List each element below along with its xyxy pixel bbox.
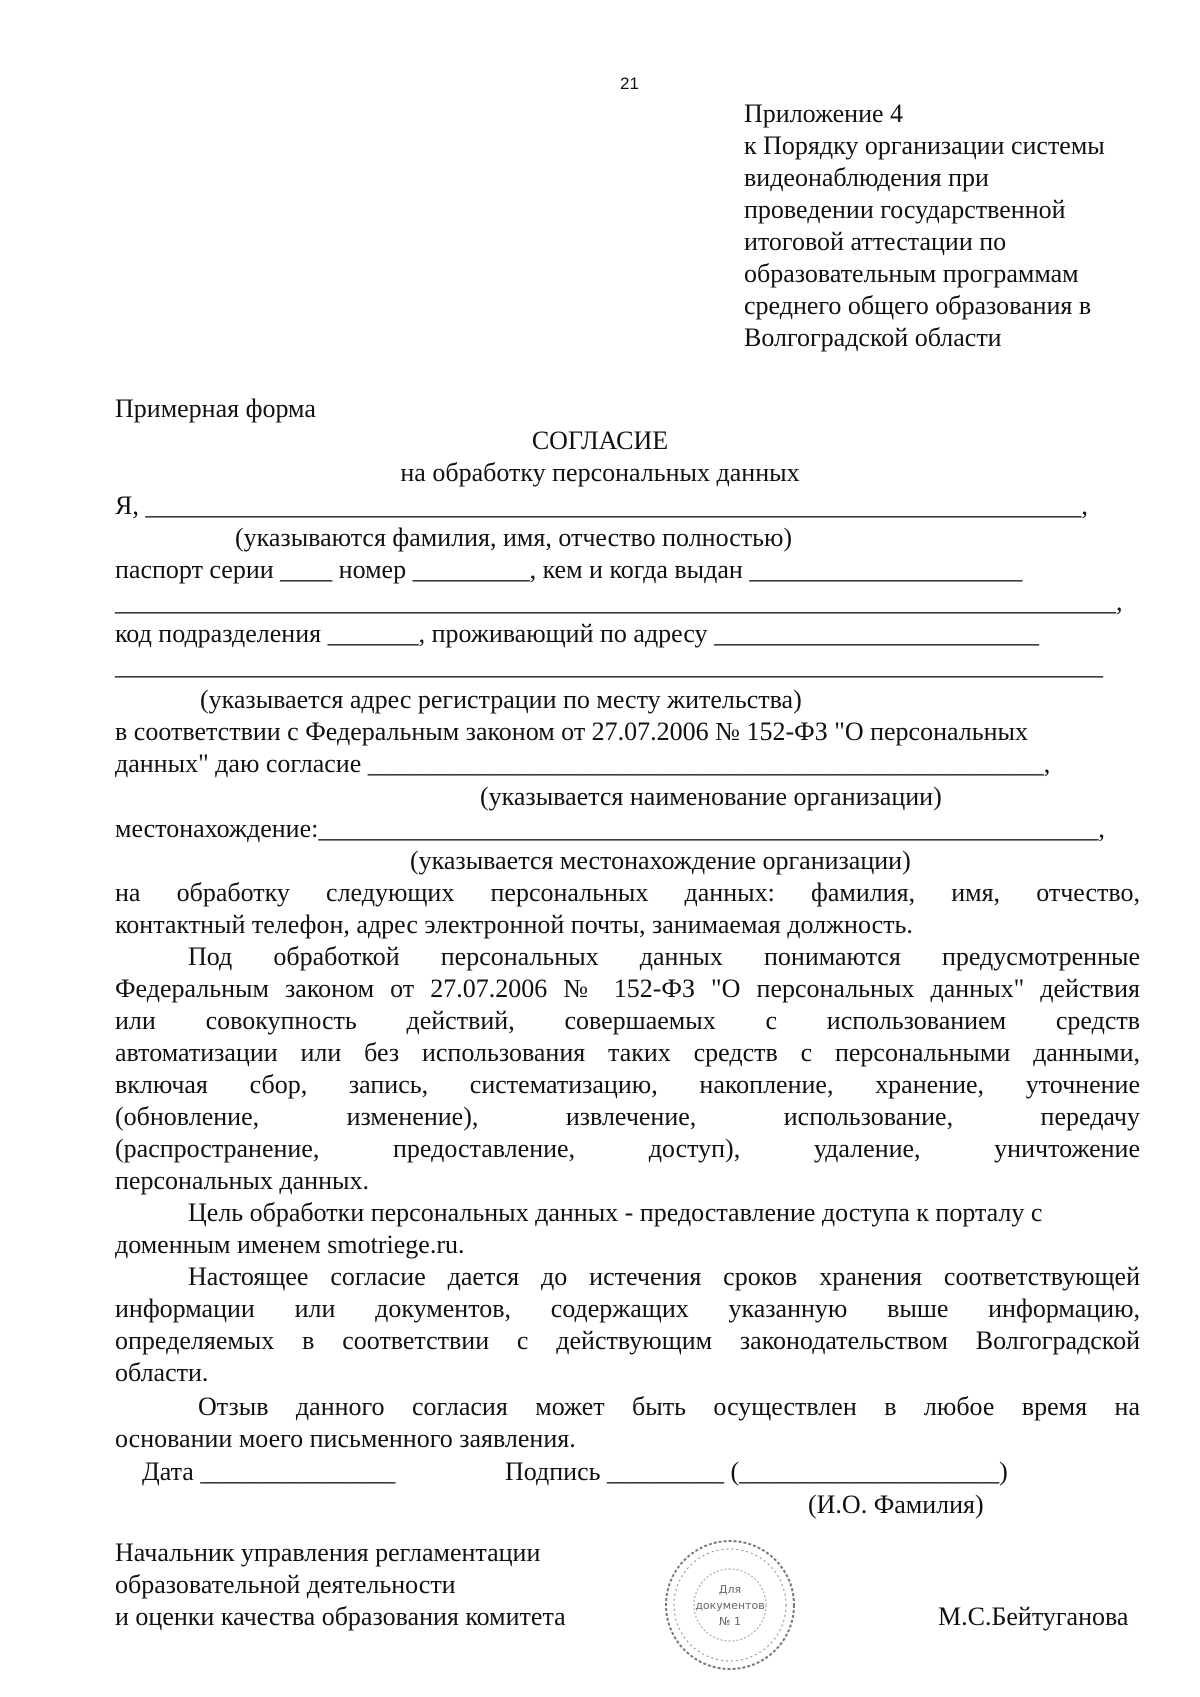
field-full-name: Я, ________________________________________________________________________, (115, 491, 1088, 520)
hint-organization: (указывается наименование организации) (480, 782, 942, 811)
paragraph-line: (распространение, предоставление, доступ), удаление, уничтожение (115, 1134, 1140, 1163)
appendix-line: к Порядку организации системы (744, 131, 1105, 160)
appendix-block (744, 98, 1184, 354)
paragraph-line: на обработку следующих персональных данных: фамилия, имя, отчество, (115, 878, 1140, 907)
appendix-line: проведении государственной (744, 195, 1066, 224)
field-organization: данных" даю согласие ____________________________________________________, (115, 749, 1051, 778)
paragraph-line: Отзыв данного согласия может быть осуществлен в любое время на (198, 1392, 1140, 1421)
position-line: и оценки качества образования комитета (115, 1602, 566, 1631)
paragraph-line: определяемых в соответствии с действующим законодательством Волгоградской (115, 1326, 1140, 1355)
position-line: Начальник управления регламентации (115, 1538, 541, 1567)
document-subtitle: на обработку персональных данных (400, 458, 800, 487)
paragraph-line: персональных данных. (115, 1166, 369, 1195)
paragraph-line: (обновление, изменение), извлечение, использование, передачу (115, 1102, 1140, 1131)
paragraph-line: контактный телефон, адрес электронной почты, занимаемая должность. (115, 910, 913, 939)
appendix-line: Волгоградской области (744, 323, 1002, 352)
date-field: Дата _______________ (142, 1457, 396, 1486)
page-number: 21 (620, 74, 639, 93)
stamp-text: № 1 (719, 1615, 741, 1628)
paragraph-line: Цель обработки персональных данных - предоставление доступа к порталу с (188, 1198, 1043, 1227)
paragraph-line: Настоящее согласие дается до истечения сроков хранения соответствующей (188, 1262, 1140, 1291)
signature-hint: (И.О. Фамилия) (808, 1490, 984, 1519)
signature-field: Подпись _________ (____________________) (505, 1457, 1008, 1486)
hint-address: (указывается адрес регистрации по месту жительства) (200, 685, 802, 714)
stamp-seal-icon (660, 1535, 800, 1675)
document-title: СОГЛАСИЕ (531, 426, 669, 455)
stamp-text: Для (718, 1583, 742, 1596)
field-location: местонахождение:____________________________________________________________, (115, 814, 1105, 843)
field-passport: паспорт серии ____ номер _________, кем и когда выдан _____________________ (115, 555, 1023, 584)
appendix-line: образовательным программам (744, 259, 1079, 288)
field-passport-continued: _____________________________________________________________________________, (115, 587, 1123, 616)
paragraph-line: или совокупность действий, совершаемых с использованием средств (115, 1006, 1140, 1035)
appendix-line: итоговой аттестации по (744, 227, 1007, 256)
appendix-line: среднего общего образования в (744, 291, 1092, 320)
paragraph-line: области. (115, 1358, 209, 1387)
paragraph-line: включая сбор, запись, систематизацию, накопление, хранение, уточнение (115, 1070, 1140, 1099)
hint-full-name: (указываются фамилия, имя, отчество полностью) (235, 523, 793, 552)
stamp-text: документов (695, 1599, 765, 1612)
appendix-line: Приложение 4 (744, 99, 904, 128)
field-address-continued: ____________________________________________________________________________ (115, 651, 1103, 680)
paragraph-line: автоматизации или без использования таких средств с персональными данными, (115, 1038, 1140, 1067)
paragraph-line: Под обработкой персональных данных понимаются предусмотренные (188, 942, 1140, 971)
signatory-name: М.С.Бейтуганова (938, 1602, 1129, 1631)
form-label: Примерная форма (115, 394, 316, 423)
paragraph-line: доменным именем smotriege.ru. (115, 1230, 465, 1259)
law-reference: в соответствии с Федеральным законом от 27.07.2006 № 152-ФЗ "О персональных (115, 717, 1028, 746)
paragraph-line: основании моего письменного заявления. (115, 1424, 576, 1453)
hint-location: (указывается местонахождение организации) (410, 846, 911, 875)
paragraph-line: Федеральным законом от 27.07.2006 № 152-ФЗ "О персональных данных" действия (115, 974, 1140, 1003)
paragraph-line: информации или документов, содержащих указанную выше информацию, (115, 1294, 1140, 1323)
position-line: образовательной деятельности (115, 1570, 456, 1599)
appendix-line: видеонаблюдения при (744, 163, 989, 192)
field-address: код подразделения _______, проживающий по адресу _________________________ (115, 619, 1040, 648)
